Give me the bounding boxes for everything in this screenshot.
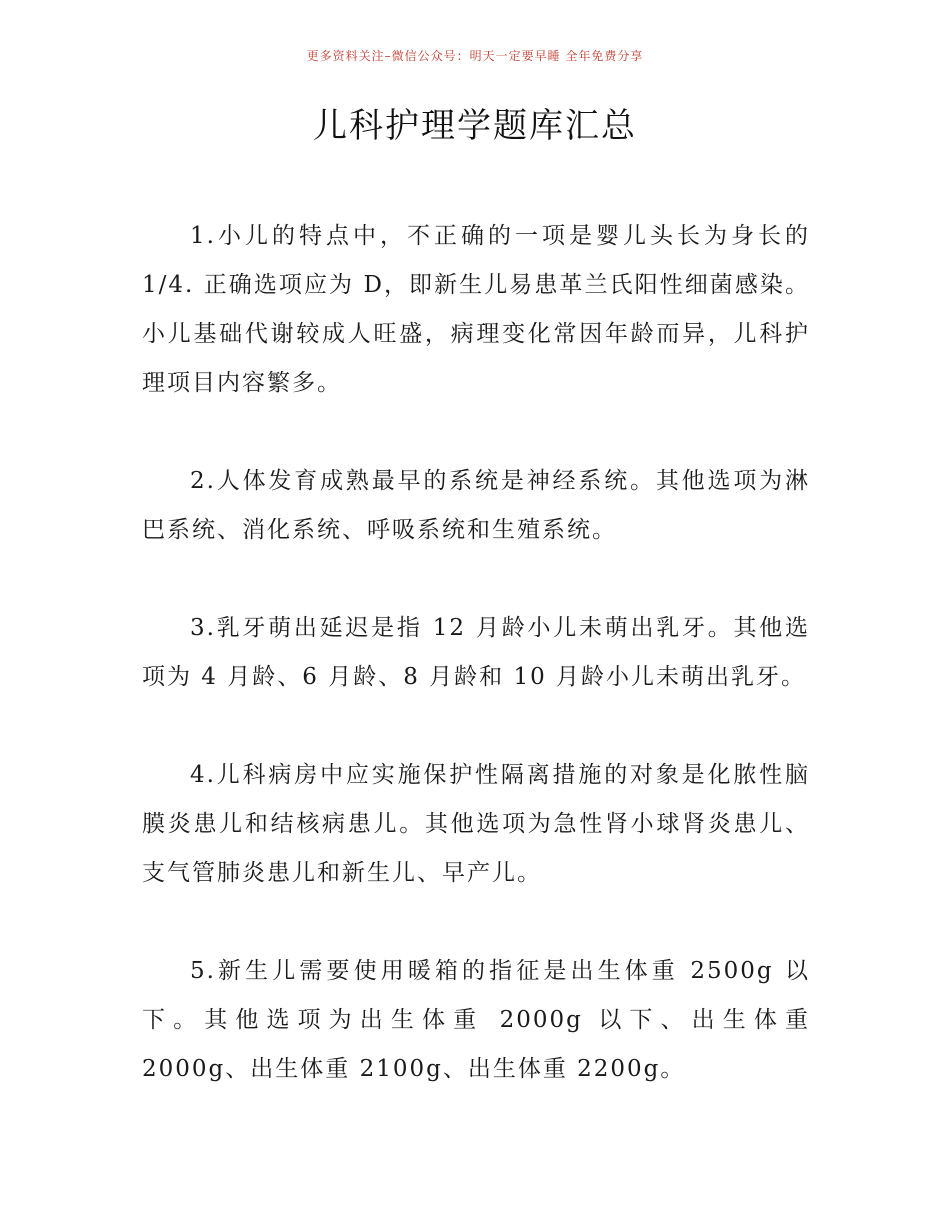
question-item-2: 2.人体发育成熟最早的系统是神经系统。其他选项为淋巴系统、消化系统、呼吸系统和生殖系统。 [142, 468, 810, 543]
page-title: 儿科护理学题库汇总 [313, 106, 637, 146]
question-item-1: 1.小儿的特点中，不正确的一项是婴儿头长为身长的 1/4. 正确选项应为 D，即新生儿易患革兰氏阳性细菌感染。小儿基础代谢较成人旺盛，病理变化常因年龄而异，儿科护理项目内容繁多。 [142, 223, 810, 396]
header-note: 更多资料关注–微信公众号：明天一定要早睡 全年免费分享 [306, 49, 644, 63]
question-item-3: 3.乳牙萌出延迟是指 12 月龄小儿未萌出乳牙。其他选项为 4 月龄、6 月龄、8 月龄和 10 月龄小儿未萌出乳牙。 [142, 615, 810, 690]
document-body [142, 212, 810, 1143]
question-item-4: 4.儿科病房中应实施保护性隔离措施的对象是化脓性脑膜炎患儿和结核病患儿。其他选项为急性肾小球肾炎患儿、支气管肺炎患儿和新生儿、早产儿。 [142, 762, 810, 886]
question-item-5: 5.新生儿需要使用暖箱的指征是出生体重 2500g 以下。其他选项为出生体重 2000g 以下、出生体重 2000g、出生体重 2100g、出生体重 2200g。 [142, 958, 810, 1082]
